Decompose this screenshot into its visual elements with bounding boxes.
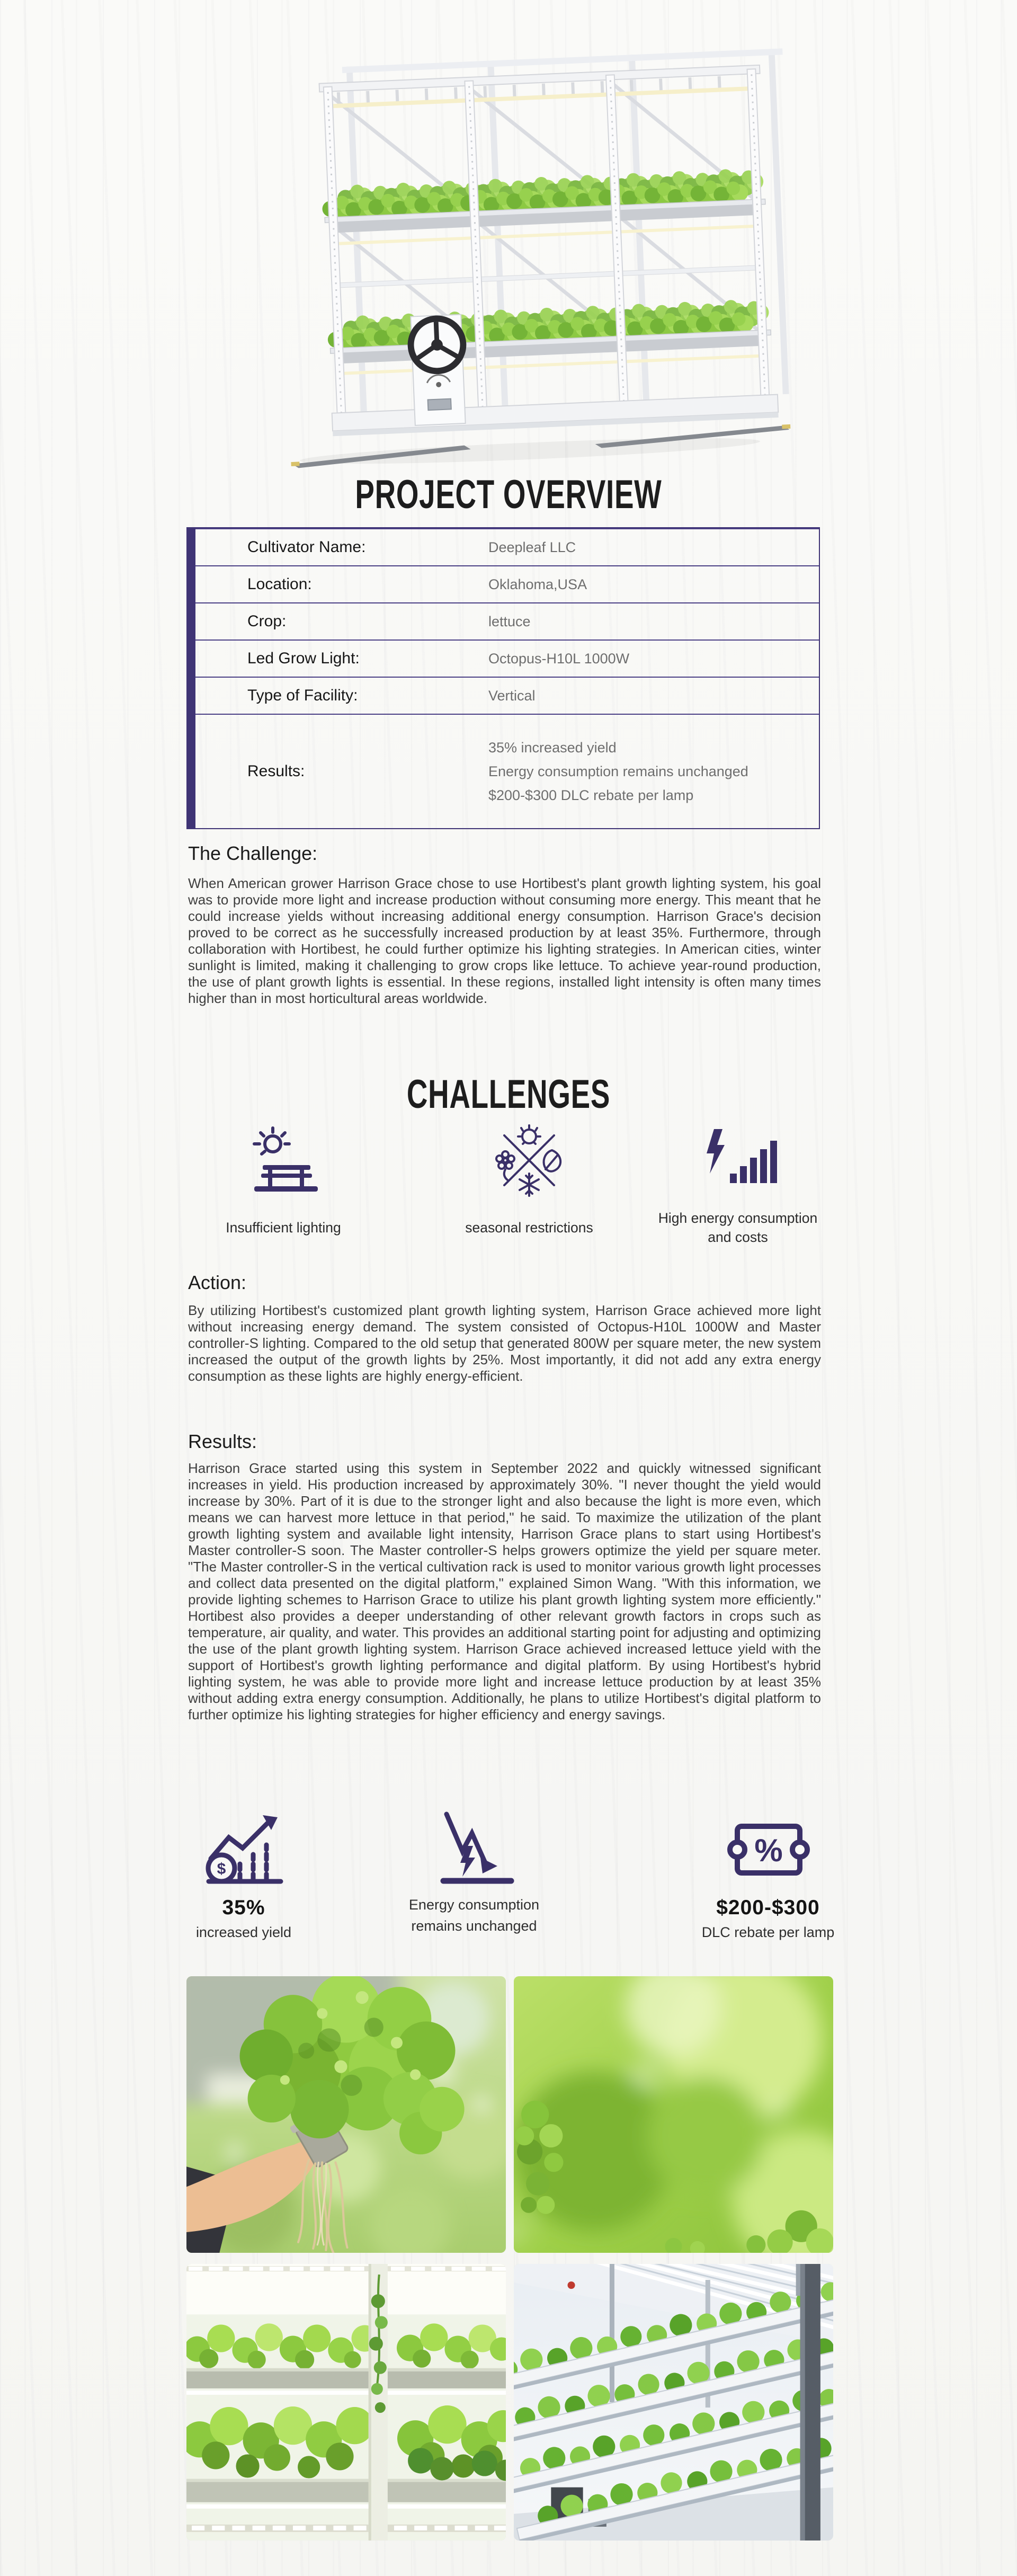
row-value: Octopus-H10L 1000W: [488, 650, 630, 667]
yield-growth-chart-icon: [200, 1807, 288, 1886]
table-row: [188, 565, 819, 602]
stat-icon-yield: [164, 1791, 323, 1886]
row-value: lettuce: [488, 613, 531, 629]
vertical-rack-angled-view-photo: [514, 2264, 833, 2541]
challenge-item-lighting: [188, 1118, 379, 1200]
table-row: [188, 639, 819, 677]
stat-value: 35%: [222, 1896, 265, 1919]
four-seasons-icon: [489, 1121, 569, 1200]
challenge-item-seasons: [434, 1118, 625, 1200]
challenge-item-energy: [643, 1118, 833, 1200]
svg-text:$: $: [217, 1860, 226, 1878]
hand-holding-harvested-lettuce-photo: [186, 1976, 506, 2253]
result-line: Energy consumption remains unchanged: [488, 763, 748, 779]
challenge-label-lighting: Insufficient lighting: [226, 1220, 341, 1236]
grow-rack-illustration: [246, 29, 797, 474]
challenge-label-energy: High energy consumption and costs: [658, 1210, 818, 1245]
row-label: Crop:: [247, 612, 287, 630]
challenge-label-seasons: seasonal restrictions: [465, 1220, 593, 1236]
sun-over-bench-icon: [244, 1121, 323, 1200]
energy-cost-bars-icon: [698, 1121, 778, 1200]
row-value: Vertical: [488, 687, 536, 704]
stat-icon-rebate: [689, 1791, 848, 1886]
stat-icon-energy: [395, 1791, 554, 1886]
action-body: By utilizing Hortibest's customized plant growth lighting system, Harrison Grace achieved more light without increasing energy demand. The system consisted of Octopus-H10L 1000W and Master controller-S lighting. Compared to the old setup that generated 800W per square meter, the new system increased the output of the growth lights by 25%. Most importantly, it did not add any extra energy consumption as these lights are highly energy-efficient.: [188, 1302, 821, 1384]
stat-label: Energy consumption: [408, 1897, 540, 1913]
results-heading: Results:: [188, 1431, 257, 1452]
action-heading: Action:: [188, 1272, 247, 1293]
stat-label: remains unchanged: [411, 1918, 537, 1934]
results-value-lines: [488, 736, 748, 807]
project-overview-title: PROJECT OVERVIEW: [355, 472, 662, 517]
row-label: Location:: [247, 575, 312, 593]
challenge-body: When American grower Harrison Grace chose to use Hortibest's plant growth lighting system, his goal was to provide more light and increase production without consuming more energy. This meant that he could increase yields without increasing additional energy consumption. Harrison Grace's decision proved to be correct as he successfully increased production by at least 35%. Furthermore, through collaboration with Hortibest, he could further optimize his lighting strategies. In American cities, winter sunlight is limited, making it challenging to grow crops like lettuce. To achieve year-round production, the use of plant growth lights is essential. In these regions, installed light intensity is often many times higher than in most horticultural areas worldwide.: [188, 875, 821, 1006]
results-body: Harrison Grace started using this system in September 2022 and quickly witnessed significant increases in yield. His production increased by approximately 30%. "I never thought the yield would increase by 30%. Part of it is due to the stronger light and also because the light is more even, which means we can harvest more lettuce in that period," he said. To maximize the utilization of the plant growth lighting system and available light intensity, Harrison Grace plans to start using Hortibest's Master controller-S soon. The Master controller-S helps growers optimize the yield per square meter. "The Master controller-S in the vertical cultivation rack is used to monitor various growth light processes and collect data presented on the digital platform," explained Simon Wang. "With this information, we provide lighting schemes to Harrison Grace to utilize his plant growth lighting system more efficiently." Hortibest also provides a deeper understanding of other relevant growth factors in crops such as temperature, air quality, and water. This provides an additional starting point for adjusting and optimizing the use of the plant growth lighting system. Harrison Grace achieved increased lettuce yield with the support of Hortibest's growth lighting performance and digital platform. By using Hortibest's hybrid lighting system, he was able to provide more light and increase lettuce production by at least 35% without adding extra energy consumption. Additionally, he plans to utilize Hortibest's digital platform to further optimize his lighting strategies for higher efficiency and energy savings.: [188, 1460, 821, 1722]
row-value: Oklahoma,USA: [488, 576, 587, 592]
table-row: [188, 602, 819, 639]
result-line: 35% increased yield: [488, 739, 617, 756]
row-label: Cultivator Name:: [247, 538, 366, 556]
row-label: Results:: [247, 762, 305, 780]
stat-rebate: [689, 1894, 848, 1943]
grow-rack-render: [246, 29, 797, 474]
stat-label: DLC rebate per lamp: [701, 1924, 835, 1940]
lettuce-canopy-closeup-photo: [514, 1976, 833, 2253]
row-label: Led Grow Light:: [247, 650, 360, 667]
led-shelves-lettuce-rows-photo: [186, 2264, 506, 2541]
svg-text:%: %: [754, 1833, 783, 1868]
energy-unchanged-icon: [432, 1807, 516, 1886]
stat-energy: [395, 1894, 554, 1937]
stat-label: increased yield: [195, 1924, 292, 1940]
stat-value: $200-$300: [716, 1896, 820, 1919]
table-row-results: [188, 714, 819, 828]
table-row: [188, 528, 819, 565]
table-accent-bar: [188, 528, 195, 828]
stat-yield: [164, 1894, 323, 1943]
row-value: Deepleaf LLC: [488, 539, 576, 555]
rebate-ticket-icon: [723, 1815, 813, 1886]
result-line: $200-$300 DLC rebate per lamp: [488, 787, 694, 803]
challenge-heading: The Challenge:: [188, 842, 318, 864]
project-overview-table: [186, 527, 820, 829]
row-label: Type of Facility:: [247, 687, 358, 704]
table-row: [188, 677, 819, 714]
challenges-title: CHALLENGES: [406, 1072, 611, 1117]
